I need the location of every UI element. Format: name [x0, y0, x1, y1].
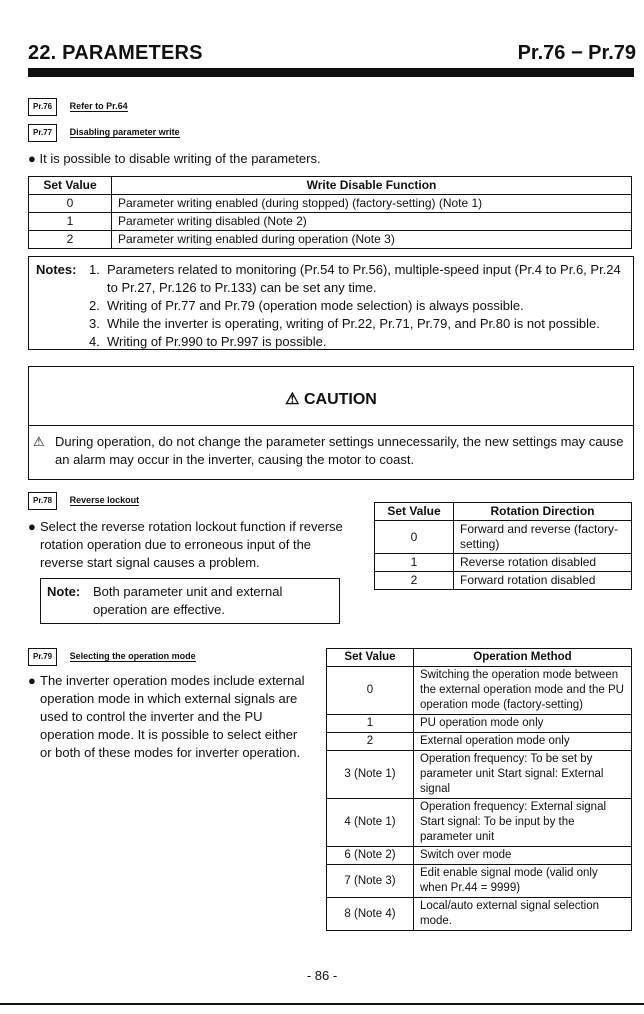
pr78-note: [40, 578, 340, 624]
pr76-title: Refer to Pr.64: [69, 101, 128, 111]
table-header: Set Value: [327, 649, 414, 667]
caution-box: [28, 366, 634, 480]
table-row: [327, 667, 632, 715]
note-item: 3. While the inverter is operating, writing of Pr.22, Pr.71, Pr.79, and Pr.80 is not possible.: [89, 316, 600, 331]
pr77-table: [28, 176, 632, 249]
cell-set-value: 0: [327, 667, 414, 715]
table-header: Rotation Direction: [454, 503, 632, 521]
cell-method: Switching the operation mode between the external operation mode and the PU operation mode (factory-setting): [414, 667, 632, 715]
note-text: Both parameter unit and external operation are effective.: [93, 584, 283, 617]
table-header: Operation Method: [414, 649, 632, 667]
table-row: [327, 715, 632, 733]
cell-set-value: 2: [29, 231, 112, 249]
notes-label: Notes:: [36, 262, 77, 277]
cell-set-value: 2: [375, 572, 454, 590]
pr79-text: ● The inverter operation modes include external operation mode in which external signals are used to control the inverter and the PU operation mode. It is possible to select either or both of these modes for inverter operation.: [28, 673, 305, 760]
pr77-heading: [28, 122, 180, 142]
pr78-tag: Pr.78: [28, 492, 57, 510]
table-row: [327, 898, 632, 931]
pr77-intro: ● It is possible to disable writing of the parameters.: [28, 151, 321, 166]
cell-set-value: 8 (Note 4): [327, 898, 414, 931]
table-row: [375, 572, 632, 590]
cell-set-value: 1: [327, 715, 414, 733]
cell-method: PU operation mode only: [414, 715, 632, 733]
cell-set-value: 3 (Note 1): [327, 751, 414, 799]
cell-set-value: 2: [327, 733, 414, 751]
cell-method: Local/auto external signal selection mode.: [414, 898, 632, 931]
cell-function: Parameter writing enabled (during stopped) (factory-setting) (Note 1): [112, 195, 632, 213]
table-header: Write Disable Function: [112, 177, 632, 195]
cell-direction: Reverse rotation disabled: [454, 554, 632, 572]
pr78-table: [374, 502, 632, 590]
page-title: 22. PARAMETERS: [28, 42, 203, 64]
note-item: 4. Writing of Pr.990 to Pr.997 is possible.: [89, 334, 327, 349]
table-row: [29, 195, 632, 213]
pr79-title: Selecting the operation mode: [69, 651, 196, 661]
pr79-heading: [28, 646, 196, 666]
cell-set-value: 6 (Note 2): [327, 847, 414, 865]
table-row: [327, 847, 632, 865]
table-row: [29, 231, 632, 249]
table-row: [375, 554, 632, 572]
pr79-tag: Pr.79: [28, 648, 57, 666]
pr78-heading: [28, 490, 139, 510]
bullet-icon: ●: [28, 519, 36, 534]
table-header: Set Value: [29, 177, 112, 195]
pr78-text: ● Select the reverse rotation lockout function if reverse rotation operation due to erroneous input of the reverse start signal causes a problem.: [28, 519, 343, 570]
table-row: [327, 799, 632, 847]
cell-set-value: 0: [375, 521, 454, 554]
bullet-icon: ●: [28, 151, 36, 166]
pr76-tag: Pr.76: [28, 98, 57, 116]
table-row: [327, 751, 632, 799]
pr78-title: Reverse lockout: [69, 495, 140, 505]
cell-set-value: 0: [29, 195, 112, 213]
caution-heading: ⚠ CAUTION: [285, 391, 377, 408]
cell-set-value: 1: [29, 213, 112, 231]
page-number: - 86 -: [306, 968, 338, 983]
pr77-title: Disabling parameter write: [69, 127, 180, 137]
cell-method: Operation frequency: To be set by parameter unit Start signal: External signal: [414, 751, 632, 799]
caution-divider: [29, 425, 633, 426]
table-header: Set Value: [375, 503, 454, 521]
note-item: 2. Writing of Pr.77 and Pr.79 (operation mode selection) is always possible.: [89, 298, 524, 313]
header-rule: [28, 68, 634, 77]
warning-triangle-icon: ⚠: [285, 391, 300, 408]
footer-rule: [0, 1003, 644, 1005]
cell-function: Parameter writing enabled during operation (Note 3): [112, 231, 632, 249]
cell-method: Switch over mode: [414, 847, 632, 865]
cell-direction: Forward and reverse (factory-setting): [454, 521, 632, 554]
parameter-range: Pr.76 − Pr.79: [517, 42, 636, 64]
cell-set-value: 4 (Note 1): [327, 799, 414, 847]
pr77-notes: [28, 256, 634, 350]
cell-method: Edit enable signal mode (valid only when Pr.44 = 9999): [414, 865, 632, 898]
cell-method: External operation mode only: [414, 733, 632, 751]
cell-method: Operation frequency: External signal Start signal: To be input by the parameter unit: [414, 799, 632, 847]
cell-set-value: 1: [375, 554, 454, 572]
pr79-table: [326, 648, 632, 931]
caution-text: ⚠ During operation, do not change the parameter settings unnecessarily, the new settings may cause an alarm may occur in the inverter, causing the motor to coast.: [33, 434, 624, 467]
pr77-tag: Pr.77: [28, 124, 57, 142]
table-row: [375, 521, 632, 554]
note-label: Note:: [47, 584, 81, 599]
warning-triangle-icon: ⚠: [33, 434, 45, 449]
pr76-heading: [28, 96, 128, 116]
table-row: [327, 865, 632, 898]
cell-set-value: 7 (Note 3): [327, 865, 414, 898]
table-row: [327, 733, 632, 751]
cell-function: Parameter writing disabled (Note 2): [112, 213, 632, 231]
bullet-icon: ●: [28, 673, 36, 688]
note-item: 1. Parameters related to monitoring (Pr.54 to Pr.56), multiple-speed input (Pr.4 to Pr.6, Pr.24 to Pr.27, Pr.126 to Pr.133) can be set any time.: [89, 262, 621, 295]
table-row: [29, 213, 632, 231]
cell-direction: Forward rotation disabled: [454, 572, 632, 590]
